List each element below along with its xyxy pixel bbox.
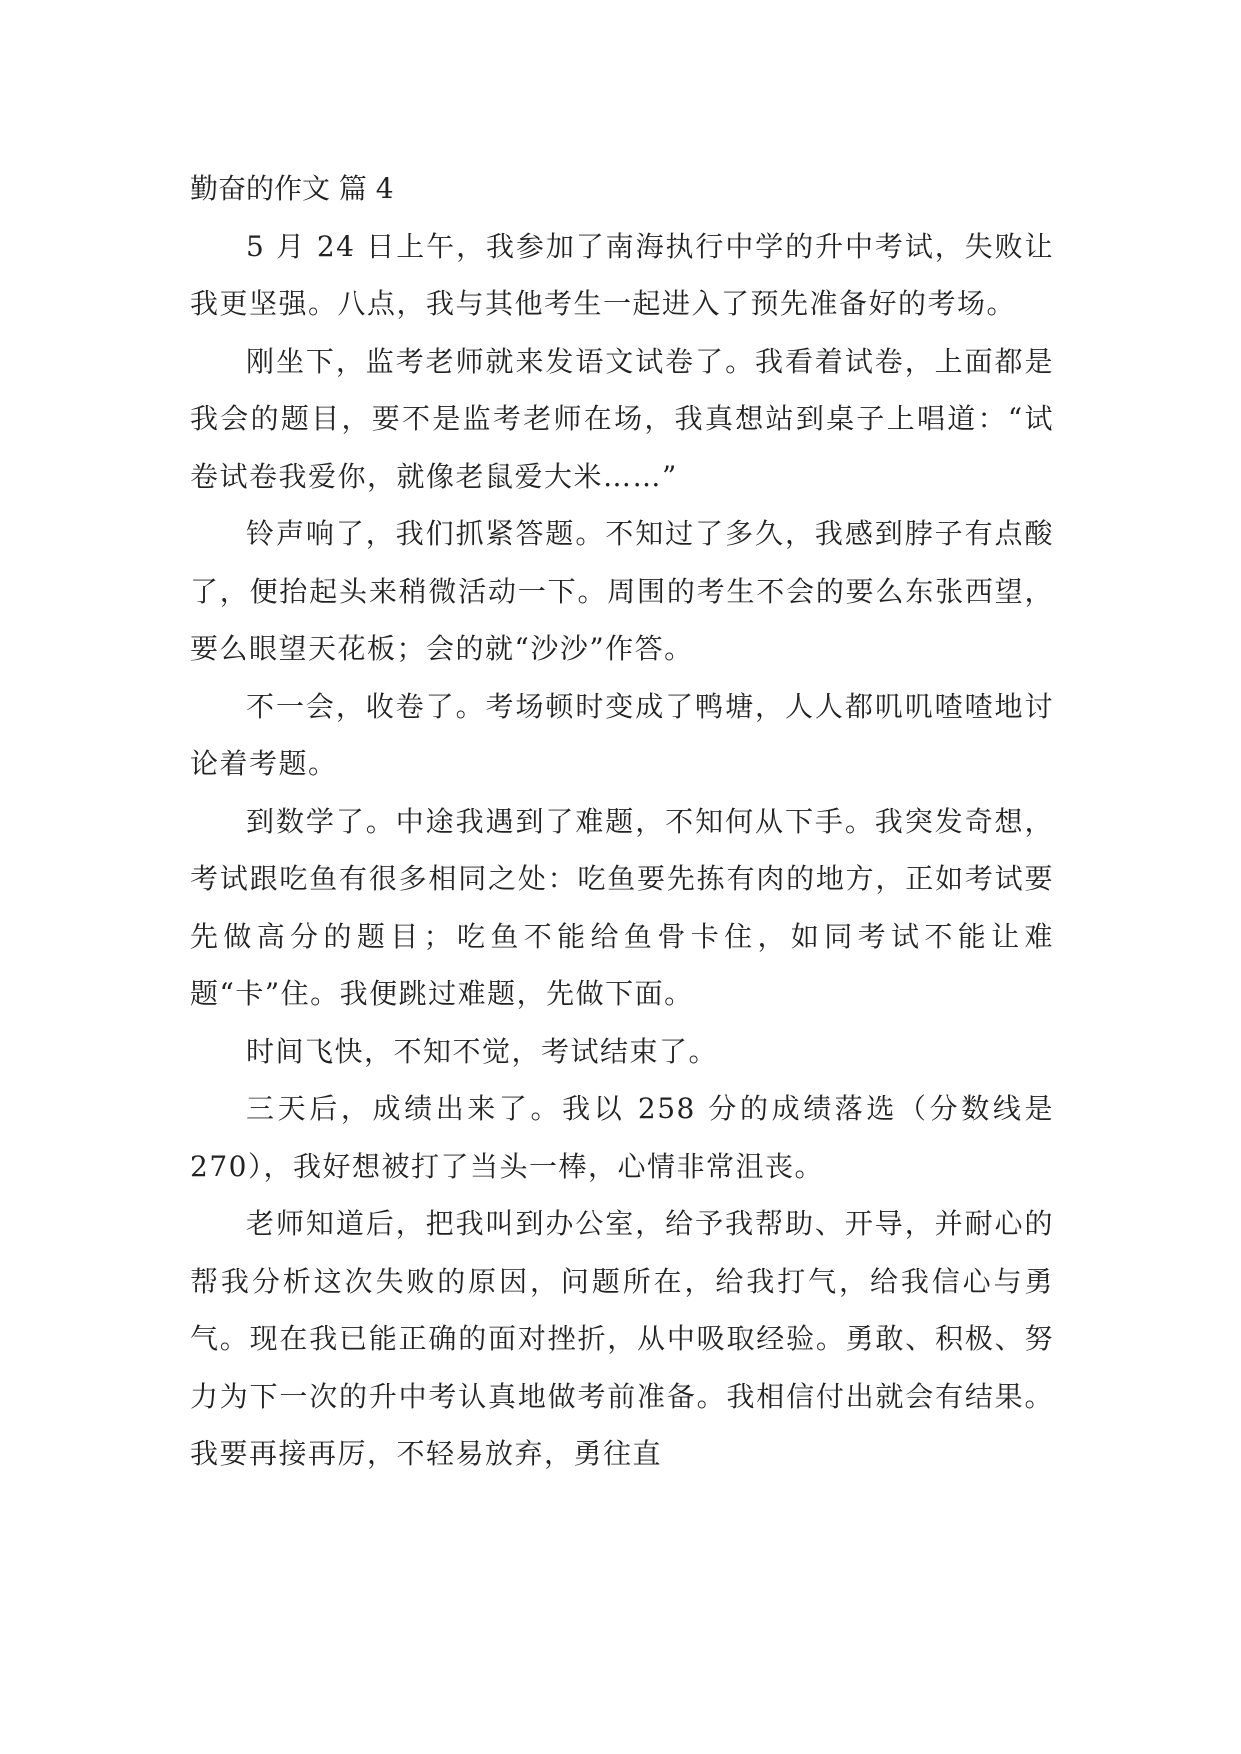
document-page: [190, 160, 1054, 1483]
paragraph-2: 刚坐下，监考老师就来发语文试卷了。我看着试卷，上面都是我会的题目，要不是监考老师在场，我真想站到桌子上唱道：“试卷试卷我爱你，就像老鼠爱大米……”: [190, 344, 1054, 493]
paragraph-1: 5 月 24 日上午，我参加了南海执行中学的升中考试，失败让我更坚强。八点，我与其他考生一起进入了预先准备好的考场。: [190, 229, 1054, 320]
paragraph-8: 老师知道后，把我叫到办公室，给予我帮助、开导，并耐心的帮我分析这次失败的原因，问题所在，给我打气，给我信心与勇气。现在我已能正确的面对挫折，从中吸取经验。勇敢、积极、努力为下一次的升中考认真地做考前准备。我相信付出就会有结果。我要再接再厉，不轻易放弃，勇往直: [190, 1207, 1054, 1470]
document-title: 勤奋的作文 篇 4: [190, 172, 394, 205]
paragraph-7: 三天后，成绩出来了。我以 258 分的成绩落选（分数线是 270），我好想被打了当头一棒，心情非常沮丧。: [190, 1092, 1054, 1183]
paragraph-5: 到数学了。中途我遇到了难题，不知何从下手。我突发奇想，考试跟吃鱼有很多相同之处：吃鱼要先拣有肉的地方，正如考试要先做高分的题目；吃鱼不能给鱼骨卡住，如同考试不能让难题“卡”住。我便跳过难题，先做下面。: [190, 804, 1054, 1010]
paragraph-3: 铃声响了，我们抓紧答题。不知过了多久，我感到脖子有点酸了，便抬起头来稍微活动一下。周围的考生不会的要么东张西望，要么眼望天花板；会的就“沙沙”作答。: [190, 517, 1054, 665]
paragraph-4: 不一会，收卷了。考场顿时变成了鸭塘，人人都叽叽喳喳地讨论着考题。: [190, 689, 1054, 780]
paragraph-6: 时间飞快，不知不觉，考试结束了。: [246, 1034, 719, 1068]
